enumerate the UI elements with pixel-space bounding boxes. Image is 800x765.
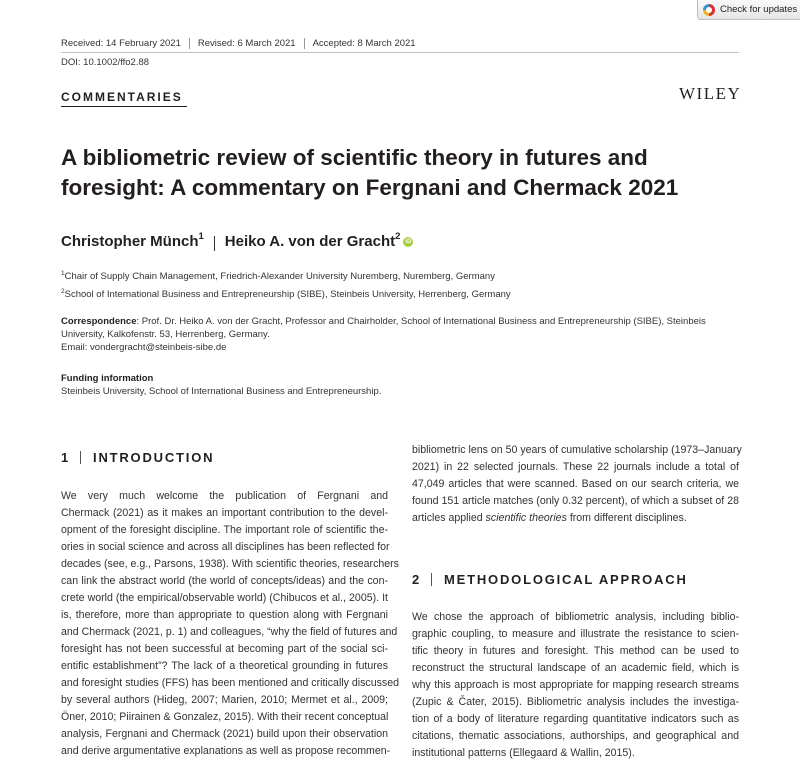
text-line: and derive argumentative explanations as well as propose recommen- bbox=[61, 745, 391, 757]
accepted-date: Accepted: 8 March 2021 bbox=[312, 38, 416, 49]
author-affiliation-marker: 2 bbox=[395, 231, 401, 242]
text-line: opment of the foresight discipline. The important role of scientific the- bbox=[61, 524, 388, 536]
section-number: 1 bbox=[61, 450, 71, 465]
text-line: We chose the approach of bibliometric analysis, including biblio- bbox=[412, 611, 739, 623]
text-line: ories in social science and across all disciplines has been reflected for bbox=[61, 541, 390, 553]
affiliation bbox=[61, 270, 495, 282]
text-line: and Chermack (2021, p. 1) and colleagues, “why the field of futures and bbox=[61, 626, 398, 638]
author-name[interactable]: Heiko A. von der Gracht bbox=[224, 233, 396, 250]
emphasis-text: scientific theories bbox=[485, 512, 567, 524]
text-line: can link the abstract world (the world of concepts/ideas) and the con- bbox=[61, 575, 388, 587]
text-line: by several authors (Hideg, 2007; Marien, 2010; Mermet et al., 2009; bbox=[61, 694, 388, 706]
doi[interactable]: DOI: 10.1002/ffo2.88 bbox=[61, 57, 150, 68]
affiliation bbox=[61, 288, 511, 300]
text-line: Öner, 2010; Piirainen & Gonzalez, 2015). With their recent conceptual bbox=[61, 711, 389, 723]
divider bbox=[189, 38, 190, 49]
text-line: analysis, Fergnani and Chermack (2021) build upon their observation bbox=[61, 728, 388, 740]
orcid-icon[interactable]: iD bbox=[405, 239, 412, 245]
divider bbox=[304, 38, 305, 49]
method-paragraph bbox=[412, 609, 739, 762]
section-heading-introduction bbox=[61, 450, 214, 465]
text-line: decades (see, e.g., Parsons, 1938). With scientific theories, researchers bbox=[61, 558, 399, 570]
section-number: 2 bbox=[412, 572, 422, 587]
text-line: institutional patterns (Ellegaard & Wallin, 2015). bbox=[412, 747, 635, 759]
revised-date: Revised: 6 March 2021 bbox=[197, 38, 296, 49]
text-line: 47,049 articles that were scanned. Based on our search criteria, we bbox=[412, 478, 739, 490]
publisher-logo: WILEY bbox=[679, 84, 742, 103]
text-line: and foresight studies (FFS) has been mentioned and critically discussed bbox=[61, 677, 399, 689]
correspondence-label: Correspondence bbox=[61, 316, 137, 327]
text-line bbox=[412, 510, 739, 527]
crossmark-icon bbox=[703, 4, 715, 16]
text-line: tion of a body of literature regarding quantitative indicators such as bbox=[412, 713, 739, 725]
text-line: graphic coupling, to measure and illustrate the resistance to scien- bbox=[412, 628, 739, 640]
section-title: METHODOLOGICAL APPROACH bbox=[444, 572, 688, 587]
text-line: 2021) in 22 selected journals. These 22 journals include a total of bbox=[412, 461, 739, 473]
author-name[interactable]: Christopher Münch bbox=[61, 233, 199, 250]
divider bbox=[214, 236, 215, 251]
affiliation-marker: 2 bbox=[61, 288, 65, 295]
received-date: Received: 14 February 2021 bbox=[61, 38, 181, 49]
divider bbox=[431, 573, 432, 586]
text-line: Chermack (2021) as it makes an important contribution to the devel- bbox=[61, 507, 388, 519]
text-line: entific establishment”? The lack of a theoretical grounding in futures bbox=[61, 660, 388, 672]
author-list bbox=[61, 233, 413, 251]
funding-heading: Funding information bbox=[61, 373, 154, 384]
text-line: found 151 article matches (only 0.32 percent), of which a subset of 28 bbox=[412, 495, 739, 507]
author-affiliation-marker: 1 bbox=[198, 231, 204, 242]
text-line: foresight has not been successful at becoming part of the social sci- bbox=[61, 643, 388, 655]
text-line: We very much welcome the publication of Fergnani and bbox=[61, 490, 388, 502]
check-for-updates-label: Check for updates bbox=[720, 4, 798, 15]
correspondence-block bbox=[61, 315, 741, 354]
section-title: INTRODUCTION bbox=[93, 450, 215, 465]
text-line: crete world (the empirical/observable world) (Chibucos et al., 2005). It bbox=[61, 592, 388, 604]
correspondence-line-1: : Prof. Dr. Heiko A. von der Gracht, Professor and Chairholder, School of International Business and Entrepreneurship (SIBE), Steinbeis bbox=[136, 316, 706, 327]
divider bbox=[80, 451, 81, 464]
section-type-label: COMMENTARIES bbox=[61, 90, 183, 104]
article-title: A bibliometric review of scientific theory in futures and foresight: A commentary on Fergnani and Chermack 2021 bbox=[61, 145, 679, 200]
text-line: bibliometric lens on 50 years of cumulative scholarship (1973–January bbox=[412, 444, 742, 456]
section-type-underline bbox=[61, 106, 187, 107]
article-history bbox=[61, 38, 416, 49]
introduction-paragraph bbox=[61, 488, 399, 760]
text-segment: articles applied bbox=[412, 512, 486, 524]
text-segment: from different disciplines. bbox=[566, 512, 687, 524]
text-line: tific theory in futures and foresight. This method can be used to bbox=[412, 645, 739, 657]
section-heading-methodological-approach bbox=[412, 572, 688, 587]
text-line: citations, thematic associations, authorships, and geographical and bbox=[412, 730, 739, 742]
text-line: reconstruct the structural landscape of an academic field, which is bbox=[412, 662, 739, 674]
text-line: is, therefore, more than appropriate to question along with Fergnani bbox=[61, 609, 388, 621]
affiliation-text: School of International Business and Entrepreneurship (SIBE), Steinbeis University, Herrenberg, Germany bbox=[64, 289, 511, 301]
funding-text: Steinbeis University, School of International Business and Entrepreneurship. bbox=[61, 386, 382, 397]
correspondence-email[interactable]: Email: vondergracht@steinbeis-sibe.de bbox=[61, 342, 227, 353]
text-line: (Zupic & Čater, 2015). Bibliometric analysis includes the investiga- bbox=[412, 696, 739, 708]
correspondence-line-2: University, Kalkofenstr. 53, Herrenberg, Germany. bbox=[61, 329, 270, 340]
affiliation-text: Chair of Supply Chain Management, Friedrich-Alexander University Nuremberg, Nuremberg, Germany bbox=[64, 271, 495, 283]
affiliation-marker: 1 bbox=[61, 270, 65, 277]
header-rule bbox=[61, 52, 739, 53]
text-line: why this approach is most appropriate for mapping research streams bbox=[412, 679, 739, 691]
check-for-updates-button[interactable] bbox=[697, 0, 800, 20]
scope-paragraph bbox=[412, 442, 742, 527]
